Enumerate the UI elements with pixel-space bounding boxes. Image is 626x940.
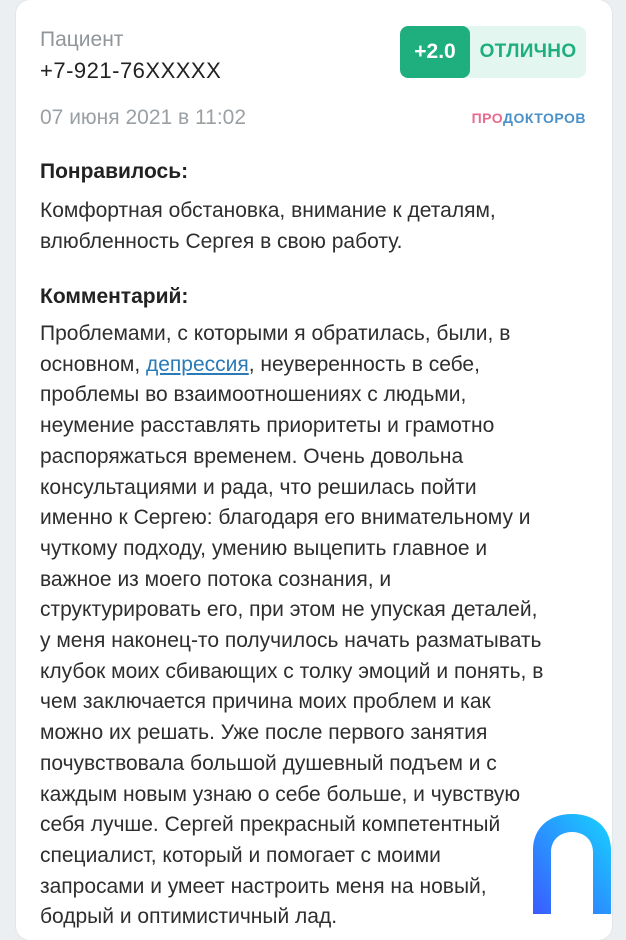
comment-line: чем заключается причина моих проблем и как	[40, 690, 491, 714]
source-logo-part1: ПРО	[471, 110, 503, 126]
comment-line: себя лучше. Сергей прекрасный компетентный	[40, 813, 501, 837]
review-card	[16, 0, 612, 940]
liked-title: Понравилось:	[40, 160, 189, 183]
comment-text-fragment: , неуверенность в себе,	[248, 352, 480, 376]
comment-line: неумение расставлять приоритеты и грамотно	[40, 414, 495, 438]
rating-score: +2.0	[400, 26, 470, 78]
depression-link[interactable]: депрессия	[146, 352, 249, 376]
comment-line: специалист, который и помогает с моими	[40, 843, 441, 867]
comment-text-fragment: основном,	[40, 352, 146, 376]
comment-line: структурировать его, при этом не упуская деталей,	[40, 598, 538, 622]
prodoctorov-logo-icon	[525, 810, 619, 914]
review-date: 07 июня 2021 в 11:02	[40, 106, 247, 129]
source-logo-part2: ДОКТОРОВ	[502, 110, 586, 126]
source-logo[interactable]	[472, 110, 586, 126]
comment-line: клубок моих сбивающих с толку эмоций и понять, в	[40, 659, 544, 683]
comment-title: Комментарий:	[40, 285, 189, 308]
liked-line: Комфортная обстановка, внимание к деталям,	[40, 199, 496, 222]
comment-line: запросами и умеет настроить меня на новый,	[40, 874, 487, 898]
comment-line: консультациями и рада, что решилась пойти	[40, 475, 477, 499]
comment-text	[40, 319, 600, 933]
comment-line: почувствовала большой душевный подъем и с	[40, 751, 497, 775]
comment-line: каждым новым узнаю о себе больше, и чувствую	[40, 782, 521, 806]
comment-line	[40, 350, 600, 381]
comment-line: можно их решать. Уже после первого занятия	[40, 721, 488, 745]
comment-line: важное из моего потока сознания, и	[40, 567, 392, 591]
comment-lines	[40, 380, 600, 933]
comment-line: распоряжаться временем. Очень довольна	[40, 444, 464, 468]
comment-line: именно к Сергею: благодаря его внимательному и	[40, 506, 531, 530]
rating-badge	[400, 26, 586, 78]
liked-line: влюбленность Сергея в свою работу.	[40, 229, 403, 253]
comment-line: у меня наконец-то получилось начать разматывать	[40, 629, 542, 653]
comment-line: проблемы во взаимоотношениях с людьми,	[40, 383, 467, 407]
liked-text	[40, 196, 600, 257]
comment-line: бодрый и оптимистичный лад.	[40, 905, 338, 929]
author-label: Пациент	[40, 28, 124, 51]
rating-text: ОТЛИЧНО	[479, 41, 577, 62]
comment-line: Проблемами, с которыми я обратилась, были, в	[40, 322, 511, 345]
author-phone: +7-921-76XXXXX	[40, 58, 222, 83]
comment-line: чуткому подходу, умению выцепить главное и	[40, 536, 488, 560]
